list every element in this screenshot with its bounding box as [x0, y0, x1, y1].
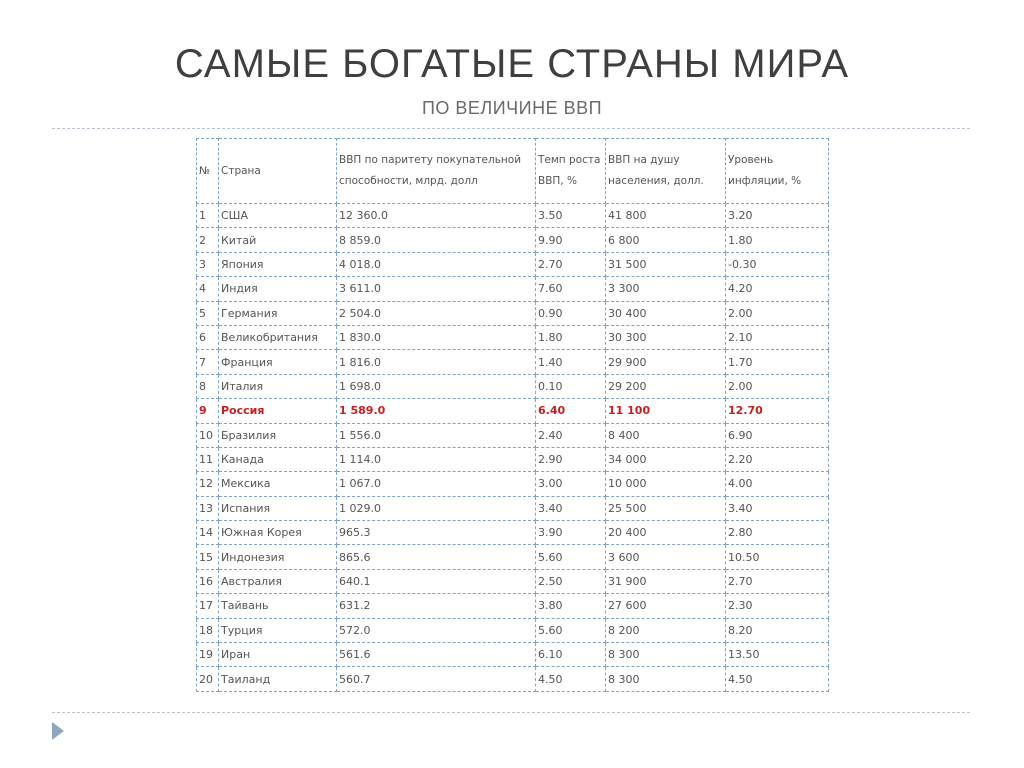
cell-per-capita: 30 400	[606, 301, 726, 325]
table-row	[197, 325, 829, 349]
cell-inflation: 10.50	[726, 545, 829, 569]
header-inflation: Уровень инфляции, %	[726, 139, 829, 204]
table-row	[197, 374, 829, 398]
slide-title: САМЫЕ БОГАТЫЕ СТРАНЫ МИРА	[174, 42, 850, 86]
cell-growth: 5.60	[536, 545, 606, 569]
table-row	[197, 447, 829, 471]
cell-inflation: 2.70	[726, 569, 829, 593]
table-row	[197, 350, 829, 374]
cell-gdp-ppp: 1 830.0	[337, 325, 536, 349]
cell-inflation: 2.20	[726, 447, 829, 471]
table-row	[197, 399, 829, 423]
cell-growth: 2.90	[536, 447, 606, 471]
cell-gdp-ppp: 1 556.0	[337, 423, 536, 447]
cell-country: Таиланд	[219, 667, 337, 691]
cell-inflation: 4.20	[726, 277, 829, 301]
triangle-right-icon	[52, 722, 64, 740]
cell-per-capita: 8 300	[606, 667, 726, 691]
cell-growth: 2.50	[536, 569, 606, 593]
cell-gdp-ppp: 640.1	[337, 569, 536, 593]
table-row	[197, 594, 829, 618]
table-row	[197, 496, 829, 520]
cell-number: 19	[197, 643, 219, 667]
cell-inflation: 6.90	[726, 423, 829, 447]
cell-growth: 4.50	[536, 667, 606, 691]
cell-country: Россия	[219, 399, 337, 423]
cell-inflation: 2.00	[726, 374, 829, 398]
table-row	[197, 618, 829, 642]
cell-country: Китай	[219, 228, 337, 252]
cell-number: 2	[197, 228, 219, 252]
cell-gdp-ppp: 1 698.0	[337, 374, 536, 398]
cell-per-capita: 29 900	[606, 350, 726, 374]
cell-per-capita: 29 200	[606, 374, 726, 398]
cell-inflation: 13.50	[726, 643, 829, 667]
cell-per-capita: 3 300	[606, 277, 726, 301]
cell-inflation: 1.80	[726, 228, 829, 252]
cell-gdp-ppp: 1 589.0	[337, 399, 536, 423]
slide-subtitle: ПО ВЕЛИЧИНЕ ВВП	[421, 98, 603, 118]
cell-growth: 2.40	[536, 423, 606, 447]
cell-number: 3	[197, 252, 219, 276]
cell-number: 6	[197, 325, 219, 349]
cell-per-capita: 8 300	[606, 643, 726, 667]
cell-growth: 9.90	[536, 228, 606, 252]
cell-growth: 6.40	[536, 399, 606, 423]
cell-country: Индия	[219, 277, 337, 301]
cell-country: Турция	[219, 618, 337, 642]
cell-country: Япония	[219, 252, 337, 276]
cell-gdp-ppp: 560.7	[337, 667, 536, 691]
cell-country: Канада	[219, 447, 337, 471]
cell-country: США	[219, 204, 337, 228]
cell-inflation: 3.20	[726, 204, 829, 228]
cell-gdp-ppp: 8 859.0	[337, 228, 536, 252]
table-row	[197, 643, 829, 667]
cell-number: 5	[197, 301, 219, 325]
cell-number: 12	[197, 472, 219, 496]
cell-growth: 3.50	[536, 204, 606, 228]
cell-inflation: 2.00	[726, 301, 829, 325]
cell-growth: 2.70	[536, 252, 606, 276]
cell-gdp-ppp: 965.3	[337, 521, 536, 545]
cell-number: 4	[197, 277, 219, 301]
header-per-capita: ВВП на душу населения, долл.	[606, 139, 726, 204]
cell-inflation: -0.30	[726, 252, 829, 276]
table-row	[197, 252, 829, 276]
cell-growth: 3.80	[536, 594, 606, 618]
cell-per-capita: 20 400	[606, 521, 726, 545]
cell-gdp-ppp: 1 114.0	[337, 447, 536, 471]
cell-country: Южная Корея	[219, 521, 337, 545]
cell-growth: 0.90	[536, 301, 606, 325]
cell-growth: 1.40	[536, 350, 606, 374]
cell-inflation: 2.10	[726, 325, 829, 349]
table-row	[197, 667, 829, 691]
table-row	[197, 277, 829, 301]
cell-number: 9	[197, 399, 219, 423]
cell-number: 11	[197, 447, 219, 471]
bottom-divider	[52, 712, 970, 713]
table-row	[197, 545, 829, 569]
table-row	[197, 521, 829, 545]
table-row	[197, 472, 829, 496]
gdp-table	[196, 138, 829, 692]
cell-gdp-ppp: 2 504.0	[337, 301, 536, 325]
cell-country: Мексика	[219, 472, 337, 496]
cell-gdp-ppp: 12 360.0	[337, 204, 536, 228]
cell-growth: 3.00	[536, 472, 606, 496]
cell-gdp-ppp: 1 067.0	[337, 472, 536, 496]
cell-growth: 0.10	[536, 374, 606, 398]
header-country: Страна	[219, 139, 337, 204]
top-divider	[52, 128, 970, 129]
header-growth: Темп роста ВВП, %	[536, 139, 606, 204]
cell-gdp-ppp: 1 816.0	[337, 350, 536, 374]
cell-country: Франция	[219, 350, 337, 374]
cell-number: 20	[197, 667, 219, 691]
cell-growth: 3.90	[536, 521, 606, 545]
cell-gdp-ppp: 631.2	[337, 594, 536, 618]
cell-number: 8	[197, 374, 219, 398]
cell-per-capita: 6 800	[606, 228, 726, 252]
cell-country: Бразилия	[219, 423, 337, 447]
cell-country: Испания	[219, 496, 337, 520]
cell-number: 13	[197, 496, 219, 520]
cell-country: Австралия	[219, 569, 337, 593]
table-row	[197, 301, 829, 325]
cell-number: 7	[197, 350, 219, 374]
cell-country: Великобритания	[219, 325, 337, 349]
cell-growth: 6.10	[536, 643, 606, 667]
table-row	[197, 423, 829, 447]
cell-gdp-ppp: 3 611.0	[337, 277, 536, 301]
cell-per-capita: 10 000	[606, 472, 726, 496]
cell-gdp-ppp: 572.0	[337, 618, 536, 642]
cell-country: Тайвань	[219, 594, 337, 618]
cell-inflation: 4.50	[726, 667, 829, 691]
cell-per-capita: 41 800	[606, 204, 726, 228]
table-row	[197, 204, 829, 228]
cell-per-capita: 27 600	[606, 594, 726, 618]
cell-per-capita: 3 600	[606, 545, 726, 569]
cell-number: 18	[197, 618, 219, 642]
cell-number: 15	[197, 545, 219, 569]
cell-growth: 5.60	[536, 618, 606, 642]
cell-inflation: 1.70	[726, 350, 829, 374]
cell-number: 17	[197, 594, 219, 618]
cell-number: 1	[197, 204, 219, 228]
cell-number: 14	[197, 521, 219, 545]
table-row	[197, 569, 829, 593]
cell-gdp-ppp: 865.6	[337, 545, 536, 569]
cell-inflation: 8.20	[726, 618, 829, 642]
cell-growth: 1.80	[536, 325, 606, 349]
cell-per-capita: 8 200	[606, 618, 726, 642]
cell-inflation: 12.70	[726, 399, 829, 423]
cell-per-capita: 34 000	[606, 447, 726, 471]
cell-inflation: 2.30	[726, 594, 829, 618]
table-row	[197, 228, 829, 252]
cell-inflation: 4.00	[726, 472, 829, 496]
table-body	[197, 204, 829, 692]
cell-per-capita: 25 500	[606, 496, 726, 520]
cell-per-capita: 30 300	[606, 325, 726, 349]
header-gdp-ppp: ВВП по паритету покупательной способности, млрд. долл	[337, 139, 536, 204]
cell-country: Германия	[219, 301, 337, 325]
header-number: №	[197, 139, 219, 204]
cell-country: Италия	[219, 374, 337, 398]
cell-growth: 3.40	[536, 496, 606, 520]
cell-inflation: 3.40	[726, 496, 829, 520]
cell-gdp-ppp: 561.6	[337, 643, 536, 667]
cell-number: 10	[197, 423, 219, 447]
cell-per-capita: 31 500	[606, 252, 726, 276]
cell-gdp-ppp: 1 029.0	[337, 496, 536, 520]
cell-country: Индонезия	[219, 545, 337, 569]
cell-gdp-ppp: 4 018.0	[337, 252, 536, 276]
cell-per-capita: 31 900	[606, 569, 726, 593]
cell-per-capita: 8 400	[606, 423, 726, 447]
cell-number: 16	[197, 569, 219, 593]
cell-country: Иран	[219, 643, 337, 667]
cell-inflation: 2.80	[726, 521, 829, 545]
cell-growth: 7.60	[536, 277, 606, 301]
cell-per-capita: 11 100	[606, 399, 726, 423]
table-header-row	[197, 139, 829, 204]
